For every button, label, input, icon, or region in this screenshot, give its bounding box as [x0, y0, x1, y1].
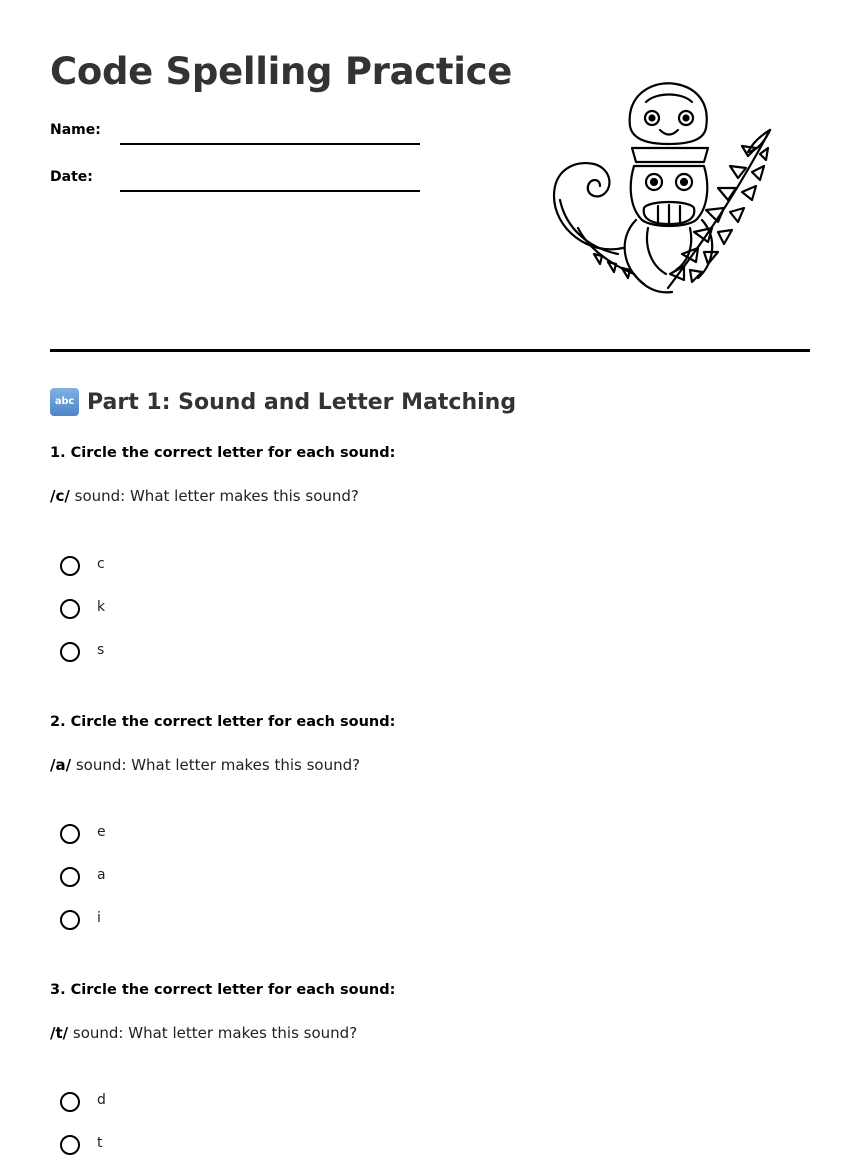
option-label: i [97, 910, 101, 926]
option-item[interactable] [60, 1089, 106, 1115]
date-field-line[interactable] [120, 190, 420, 192]
question-title: 2. Circle the correct letter for each sound: [50, 714, 396, 730]
question-title: 1. Circle the correct letter for each sound: [50, 445, 396, 461]
section-heading-text: Part 1: Sound and Letter Matching [87, 389, 517, 415]
option-label: d [97, 1092, 106, 1108]
radio-button[interactable] [60, 824, 80, 844]
option-label: k [97, 599, 106, 615]
option-label: c [97, 556, 105, 572]
option-item[interactable] [60, 596, 105, 622]
maori-tiki-fern-icon [548, 78, 780, 300]
page-title: Code Spelling Practice [50, 50, 513, 93]
option-item[interactable] [60, 639, 104, 665]
option-item[interactable] [60, 553, 105, 579]
date-label: Date: [50, 169, 93, 185]
sound-label: /a/ [50, 756, 72, 774]
option-item[interactable] [60, 821, 106, 847]
radio-button[interactable] [60, 867, 80, 887]
question-prompt [50, 487, 359, 505]
option-label: t [97, 1135, 103, 1151]
prompt-text: sound: What letter makes this sound? [69, 487, 359, 505]
option-item[interactable] [60, 1132, 103, 1158]
option-item[interactable] [60, 907, 101, 933]
question-prompt [50, 1024, 357, 1042]
name-field-line[interactable] [120, 143, 420, 145]
section-heading [50, 388, 516, 416]
option-item[interactable] [60, 864, 106, 890]
option-label: a [97, 867, 106, 883]
question-title: 3. Circle the correct letter for each sound: [50, 982, 396, 998]
radio-button[interactable] [60, 910, 80, 930]
name-label: Name: [50, 122, 101, 138]
abc-icon: abc [50, 388, 79, 416]
radio-button[interactable] [60, 599, 80, 619]
radio-button[interactable] [60, 1092, 80, 1112]
option-label: e [97, 824, 106, 840]
radio-button[interactable] [60, 1135, 80, 1155]
sound-label: /c/ [50, 487, 70, 505]
sound-label: /t/ [50, 1024, 69, 1042]
prompt-text: sound: What letter makes this sound? [71, 756, 361, 774]
header-divider [50, 349, 810, 352]
option-label: s [97, 642, 105, 658]
radio-button[interactable] [60, 556, 80, 576]
radio-button[interactable] [60, 642, 80, 662]
question-prompt [50, 756, 360, 774]
prompt-text: sound: What letter makes this sound? [68, 1024, 358, 1042]
